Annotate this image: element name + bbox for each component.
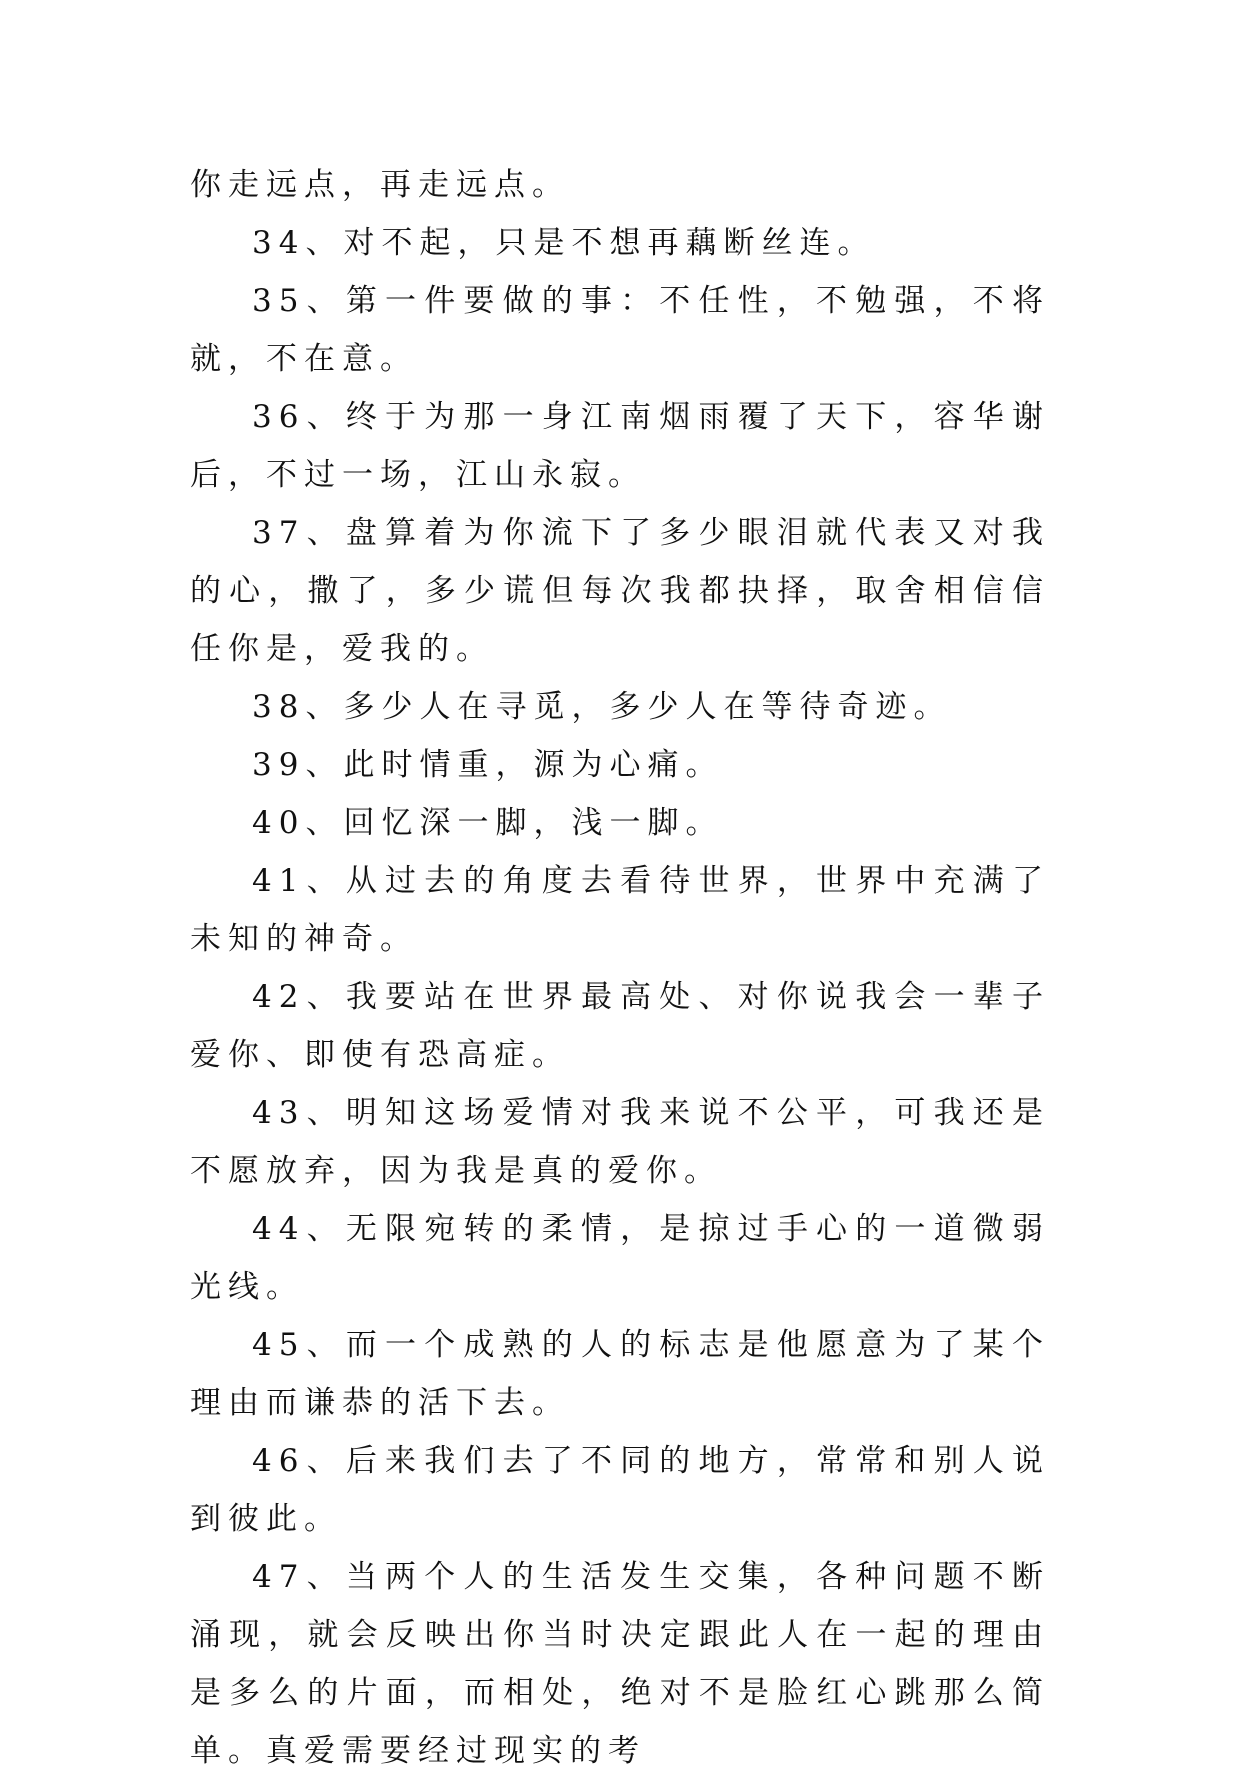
paragraph-37: 37、盘算着为你流下了多少眼泪就代表又对我的心，撒了，多少谎但每次我都抉择，取舍相信信任你是，爱我的。: [190, 515, 1050, 667]
paragraph-43: 43、明知这场爱情对我来说不公平，可我还是不愿放弃，因为我是真的爱你。: [190, 1095, 1050, 1189]
paragraph-44: 44、无限宛转的柔情，是掠过手心的一道微弱光线。: [190, 1211, 1050, 1305]
paragraph-40: 40、回忆深一脚，浅一脚。: [252, 805, 724, 841]
paragraph-46: 46、后来我们去了不同的地方，常常和别人说到彼此。: [190, 1443, 1050, 1537]
paragraph-38: 38、多少人在寻觅，多少人在等待奇迹。: [252, 689, 952, 725]
paragraph-39: 39、此时情重，源为心痛。: [252, 747, 724, 783]
body-text: [190, 156, 1050, 1780]
paragraph-continuation: 你走远点，再走远点。: [190, 167, 570, 203]
paragraph-34: 34、对不起，只是不想再藕断丝连。: [252, 225, 876, 261]
paragraph-47: 47、当两个人的生活发生交集，各种问题不断涌现，就会反映出你当时决定跟此人在一起的理由是多么的片面，而相处，绝对不是脸红心跳那么简单。真爱需要经过现实的考: [190, 1559, 1050, 1769]
paragraph-45: 45、而一个成熟的人的标志是他愿意为了某个理由而谦恭的活下去。: [190, 1327, 1050, 1421]
paragraph-36: 36、终于为那一身江南烟雨覆了天下，容华谢后，不过一场，江山永寂。: [190, 399, 1050, 493]
paragraph-35: 35、第一件要做的事：不任性，不勉强，不将就，不在意。: [190, 283, 1050, 377]
paragraph-41: 41、从过去的角度去看待世界，世界中充满了未知的神奇。: [190, 863, 1050, 957]
paragraph-42: 42、我要站在世界最高处、对你说我会一辈子爱你、即使有恐高症。: [190, 979, 1050, 1073]
